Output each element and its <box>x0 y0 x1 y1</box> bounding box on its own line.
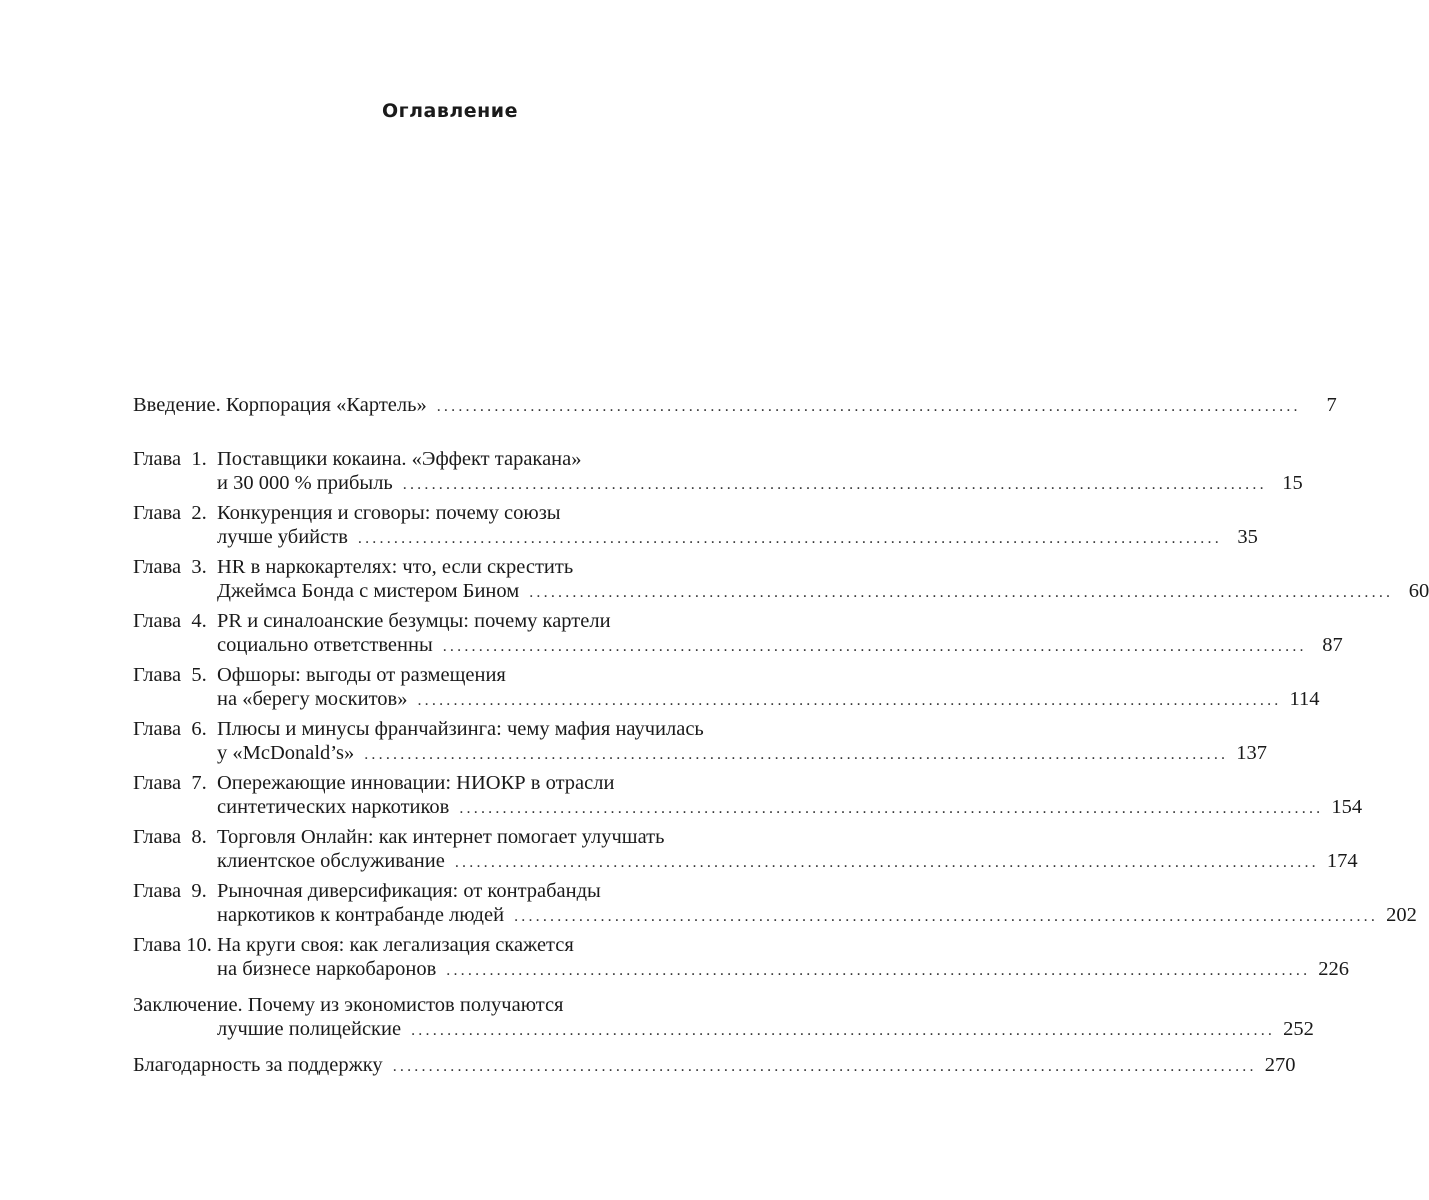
page-number: 60 <box>1408 580 1429 602</box>
toc-entry-title-cont: социально ответственны <box>217 634 433 656</box>
toc-entry-chapter-6-line1[interactable] <box>133 717 750 741</box>
toc-entry-conclusion-line1[interactable] <box>133 993 750 1017</box>
page-number: 137 <box>1236 742 1267 764</box>
chapter-label: Глава 8. <box>133 826 207 848</box>
toc-entry-title-cont: синтетических наркотиков <box>217 796 450 818</box>
toc-entry-title: Заключение. Почему из экономистов получаются <box>133 994 564 1016</box>
page-number: 202 <box>1386 904 1417 926</box>
leader-dots: ........................................................................................................................ <box>357 530 1222 547</box>
toc-entry-chapter-6-line2[interactable] <box>217 741 1267 767</box>
page-title: Оглавление <box>382 100 518 122</box>
page-number: 270 <box>1264 1054 1296 1076</box>
leader-dots: ........................................................................................................................ <box>459 800 1324 817</box>
toc-entry-chapter-3-line1[interactable] <box>133 555 750 579</box>
toc-entry-chapter-7-line1[interactable] <box>133 771 750 795</box>
page-number: 7 <box>1326 394 1337 416</box>
page-number: 174 <box>1326 850 1358 872</box>
leader-dots: ........................................................................................................................ <box>436 398 1301 415</box>
leader-dots: ........................................................................................................................ <box>446 962 1311 979</box>
chapter-label: Глава 2. <box>133 502 207 524</box>
toc-entry-chapter-1-line1[interactable] <box>133 447 750 471</box>
toc-entry-chapter-4-line2[interactable] <box>217 633 1343 659</box>
toc-entry-title: Офшоры: выгоды от размещения <box>217 664 506 686</box>
toc-entry-title-cont: наркотиков к контрабанде людей <box>217 904 505 926</box>
toc-entry-chapter-8-line2[interactable] <box>217 849 1358 875</box>
page-number: 114 <box>1289 688 1320 710</box>
page-number: 87 <box>1322 634 1343 656</box>
page-number: 252 <box>1283 1018 1314 1040</box>
leader-dots: ........................................................................................................................ <box>417 692 1282 709</box>
leader-dots: ........................................................................................................................ <box>514 908 1379 925</box>
chapter-label: Глава 7. <box>133 772 207 794</box>
toc-entry-title: Конкуренция и сговоры: почему союзы <box>217 502 561 524</box>
leader-dots: ........................................................................................................................ <box>442 638 1307 655</box>
toc-entry-chapter-7-line2[interactable] <box>217 795 1363 821</box>
page-number: 154 <box>1331 796 1363 818</box>
toc-entry-title-cont: на бизнесе наркобаронов <box>217 958 437 980</box>
page-number: 15 <box>1282 472 1303 494</box>
chapter-label: Глава 10. <box>133 934 212 956</box>
toc-entry-chapter-8-line1[interactable] <box>133 825 750 849</box>
chapter-label: Глава 6. <box>133 718 207 740</box>
toc-entry-conclusion-line2[interactable] <box>217 1017 1314 1043</box>
toc-entry-chapter-9-line1[interactable] <box>133 879 750 903</box>
chapter-label: Глава 1. <box>133 448 207 470</box>
toc-entry-title: На круги своя: как легализация скажется <box>217 934 574 956</box>
toc-entry-title: Введение. Корпорация «Картель» <box>133 394 427 416</box>
toc-entry-acknowledgments[interactable] <box>133 1053 1296 1079</box>
chapter-label: Глава 3. <box>133 556 207 578</box>
toc-entry-chapter-4-line1[interactable] <box>133 609 750 633</box>
leader-dots: ........................................................................................................................ <box>392 1058 1257 1075</box>
toc-entry-chapter-5-line2[interactable] <box>217 687 1320 713</box>
toc-entry-chapter-2-line1[interactable] <box>133 501 750 525</box>
toc-entry-title-cont: у «McDonald’s» <box>217 742 355 764</box>
toc-entry-title-cont: и 30 000 % прибыль <box>217 472 393 494</box>
chapter-label: Глава 9. <box>133 880 207 902</box>
leader-dots: ........................................................................................................................ <box>364 746 1229 763</box>
toc-entry-chapter-2-line2[interactable] <box>217 525 1258 551</box>
page-number: 35 <box>1237 526 1258 548</box>
toc-entry-title: PR и синалоанские безумцы: почему картели <box>217 610 611 632</box>
toc-entry-title: Торговля Онлайн: как интернет помогает улучшать <box>217 826 665 848</box>
toc-entry-title: Поставщики кокаина. «Эффект таракана» <box>217 448 582 470</box>
toc-entry-title: Благодарность за поддержку <box>133 1054 383 1076</box>
toc-entry-chapter-5-line1[interactable] <box>133 663 750 687</box>
toc-entry-chapter-3-line2[interactable] <box>217 579 1429 605</box>
toc-entry-title: HR в наркокартелях: что, если скрестить <box>217 556 574 578</box>
leader-dots: ........................................................................................................................ <box>402 476 1267 493</box>
toc-entry-intro[interactable] <box>133 393 1337 419</box>
toc-entry-chapter-10-line2[interactable] <box>217 957 1350 983</box>
toc-entry-title: Плюсы и минусы франчайзинга: чему мафия научилась <box>217 718 704 740</box>
toc-entry-title: Опережающие инновации: НИОКР в отрасли <box>217 772 615 794</box>
leader-dots: ........................................................................................................................ <box>411 1022 1276 1039</box>
toc-entry-title-cont: лучшие полицейские <box>217 1018 402 1040</box>
toc-entry-title-cont: клиентское обслуживание <box>217 850 445 872</box>
leader-dots: ........................................................................................................................ <box>454 854 1319 871</box>
toc-entry-chapter-10-line1[interactable] <box>133 933 750 957</box>
toc-entry-chapter-9-line2[interactable] <box>217 903 1417 929</box>
page-number: 226 <box>1318 958 1350 980</box>
toc-entry-title-cont: Джеймса Бонда с мистером Бином <box>217 580 520 602</box>
toc-entry-title-cont: на «берегу москитов» <box>217 688 408 710</box>
chapter-label: Глава 5. <box>133 664 207 686</box>
chapter-label: Глава 4. <box>133 610 207 632</box>
leader-dots: ........................................................................................................................ <box>529 584 1394 601</box>
toc-entry-title-cont: лучше убийств <box>217 526 348 548</box>
toc-entry-chapter-1-line2[interactable] <box>217 471 1303 497</box>
toc-entry-title: Рыночная диверсификация: от контрабанды <box>217 880 601 902</box>
